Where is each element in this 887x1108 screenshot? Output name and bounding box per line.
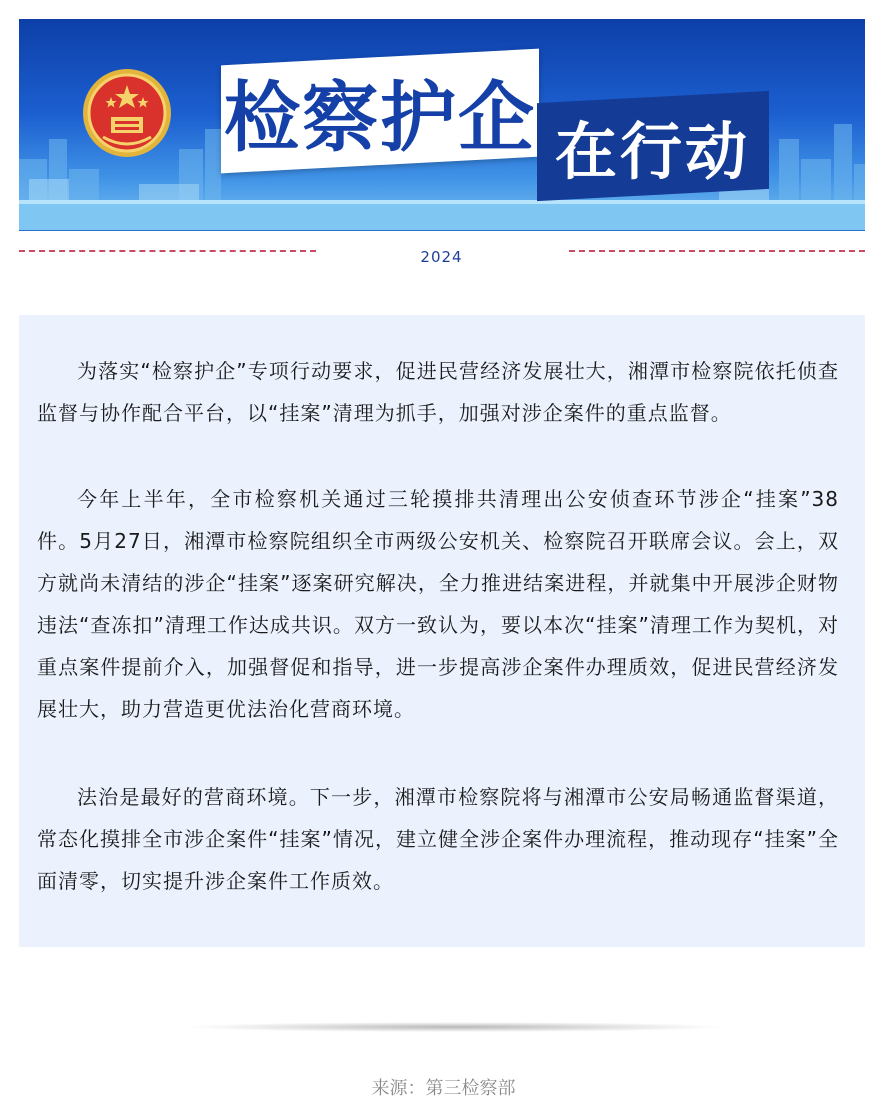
procuratorate-emblem-icon xyxy=(81,67,173,159)
footer-shadow-divider xyxy=(190,1022,720,1032)
banner-title: 检察护企 xyxy=(224,72,536,162)
divider-right xyxy=(569,250,865,252)
source-credit: 来源：第三检察部 xyxy=(371,1078,516,1099)
article-paragraph-1: 为落实“检察护企”专项行动要求，促进民营经济发展壮大，湘潭市检察院依托侦查监督与协作配合平台，以“挂案”清理为抓手，加强对涉企案件的重点监督。 xyxy=(37,359,839,425)
banner-subtitle: 在行动 xyxy=(555,114,751,188)
divider-left xyxy=(19,250,316,252)
year-label: 2024 xyxy=(420,248,463,266)
banner-title-box xyxy=(221,49,539,174)
article-paragraph-3: 法治是最好的营商环境。下一步，湘潭市检察院将与湘潭市公安局畅通监督渠道，常态化摸排全市涉企案件“挂案”情况，建立健全涉企案件办理流程，推动现存“挂案”全面清零，切实提升涉企案件工作质效。 xyxy=(37,785,839,893)
banner-subtitle-box xyxy=(537,91,769,201)
header-banner xyxy=(19,19,865,231)
article-paragraph-2: 今年上半年，全市检察机关通过三轮摸排共清理出公安侦查环节涉企“挂案”38件。5月27日，湘潭市检察院组织全市两级公安机关、检察院召开联席会议。会上，双方就尚未清结的涉企“挂案”逐案研究解决，全力推进结案进程，并就集中开展涉企财物违法“查冻扣”清理工作达成共识。双方一致认为，要以本次“挂案”清理工作为契机，对重点案件提前介入，加强督促和指导，进一步提高涉企案件办理质效，促进民营经济发展壮大，助力营造更优法治化营商环境。 xyxy=(37,487,839,721)
